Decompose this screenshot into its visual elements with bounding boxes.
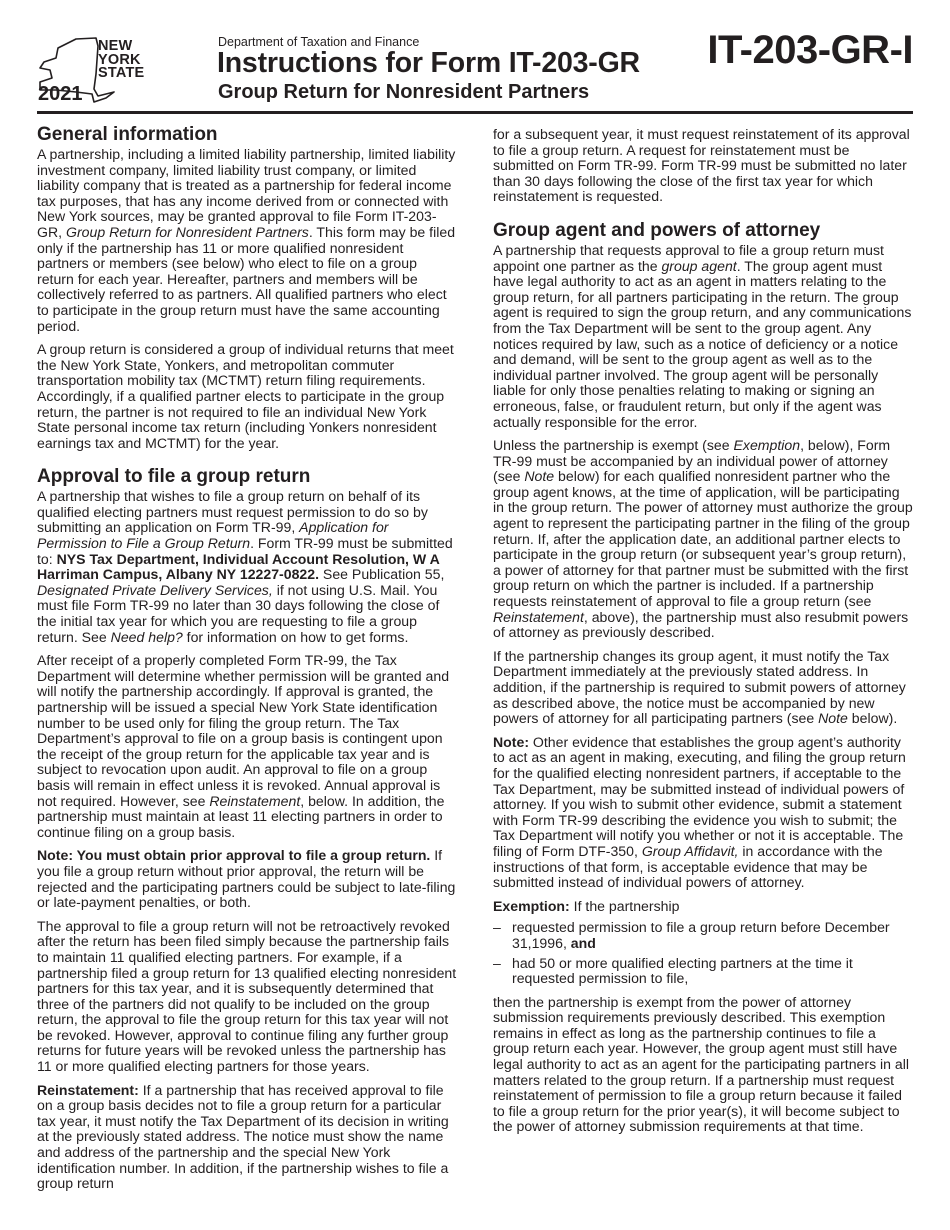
- right-column: [493, 127, 913, 1135]
- approval-paragraph-2: After receipt of a properly completed Form TR-99, the Tax Department will determine whether permission will be granted and will notify the partnership accordingly. If approval is granted, the partnership will be issued a special New York State identification number to be used only for filing the group return. The Tax Department’s approval to file on a group basis is contingent upon the receipt of the group return for the applicable tax year and is subject to revocation upon audit. An approval to file on a group basis will remain in effect unless it is revoked. Annual approval is not required. However, see Reinstatement, below. In addition, the partnership must maintain at least 11 electing partners in order to continue filing on a group basis.: [37, 652, 450, 840]
- page-title: Instructions for Form IT-203-GR: [217, 47, 640, 79]
- department-name: Department of Taxation and Finance: [218, 35, 420, 49]
- reinstatement-paragraph: Reinstatement: If a partnership that has received approval to file on a group basis decides not to file a group return for a particular tax year, it must notify the Tax Department of its decision in writing at the previously stated address. The notice must show the name and address of the partnership and the special New York identification number. In addition, if the partnership wishes to file a group return: [37, 1081, 449, 1192]
- section-heading-general-information: General information: [37, 124, 218, 145]
- approval-note: Note: You must obtain prior approval to file a group return. If you file a group return without prior approval, the return will be rejected and the participating partners could be subject to late-filing or late-payment penalties, or both.: [37, 847, 456, 911]
- logo-line-state: STATE: [98, 65, 145, 81]
- logo-line-new: NEW: [98, 38, 133, 54]
- agent-paragraph-1: A partnership that requests approval to file a group return must appoint one partner as the group agent. The group agent must have legal authority to act as an agent in matters relating to the group return, for all partners participating in the return. The group agent is required to sign the group return, and any communications from the Tax Department will be sent to the group agent. Any notices required by law, such as a notice of deficiency or a notice and demand, will be sent to the group agent as well as to the individual partner involved. The group agent will be personally liable for only those penalties relating to making or signing an erroneous, false, or fraudulent return, but only if the agent was actually responsible for the error.: [493, 241, 912, 430]
- page-subtitle: Group Return for Nonresident Partners: [218, 81, 590, 103]
- general-paragraph-1: A partnership, including a limited liability partnership, limited liability investment company, limited liability trust company, or limited liability company that is treated as a partnership for federal income tax purposes, that has any income derived from or connected with New York sources, may be granted approval to file Form IT-203-GR, Group Return for Nonresident Partners. This form may be filed only if the partnership has 11 or more qualified nonresident partners or members (see below) who elect to file on a group return for each year. Hereafter, partners and members will be collectively referred to as partners. All qualified partners who elect to participate in the group return must have the same accounting period.: [37, 146, 456, 334]
- section-heading-approval: Approval to file a group return: [37, 466, 311, 488]
- agent-paragraph-3: If the partnership changes its group agent, it must notify the Tax Department immediately at the previously stated address. In addition, if the partnership is required to submit powers of attorney as described above, the notice must be accompanied by new powers of attorney for all participating partners (see Note below).: [493, 647, 906, 727]
- reinstatement-continuation: for a subsequent year, it must request reinstatement of its approval to file a group return. A request for reinstatement must be submitted on Form TR-99. Form TR-99 must be submitted no later than 30 days following the close of the first tax year for which reinstatement is requested.: [493, 126, 910, 205]
- exemption-list-item: – had 50 or more qualified electing partners at the time it requested permission to file,: [493, 956, 913, 987]
- exemption-intro: Exemption: If the partnership: [493, 897, 680, 914]
- left-column: [37, 124, 457, 1192]
- exemption-paragraph: then the partnership is exempt from the power of attorney submission requirements previously described. This exemption remains in effect as long as the partnership continues to file a group return each year. However, the group agent must still have legal authority to act as an agent for the participating partners in all matters related to the group return. If a partnership must request reinstatement of permission to file a group return because it failed to file a group return for the prior year(s), it will become subject to the power of attorney submission requirements at that time.: [493, 993, 910, 1135]
- nys-logo: [36, 34, 148, 106]
- logo-year: 2021: [38, 83, 83, 105]
- section-heading-group-agent: Group agent and powers of attorney: [493, 219, 821, 241]
- approval-paragraph-3: The approval to file a group return will not be retroactively revoked after the return has been filed simply because the partnership fails to maintain 11 qualified electing partners. For example, if a partnership filed a group return for 13 qualified electing nonresident partners for this tax year, and it is subsequently determined that three of the partners did not qualify to be included on the group return, the approval to file the group return for this tax year will not be revoked. However, approval to continue filing any further group returns for future years will be revoked unless the partnership has 11 or more qualified electing partners for those years.: [37, 917, 457, 1075]
- header-divider: [37, 111, 913, 114]
- exemption-list-item: – requested permission to file a group return before December 31,1996, and: [493, 920, 913, 951]
- agent-note: Note: Other evidence that establishes the group agent’s authority to act as an agent in making, executing, and filing the group return for the qualified electing nonresident partners, if acceptable to the Tax Department, may be submitted instead of individual powers of attorney. If you wish to submit other evidence, submit a statement with Form TR-99 describing the evidence you wish to submit; the Tax Department will notify you whether or not it is acceptable. The filing of Form DTF-350, Group Affidavit, in accordance with the instructions of that form, is acceptable evidence that may be submitted instead of individual powers of attorney.: [493, 733, 906, 891]
- logo-line-york: YORK: [98, 51, 141, 68]
- agent-paragraph-2: Unless the partnership is exempt (see Exemption, below), Form TR-99 must be accompanied by an individual power of attorney (see Note below) for each qualified nonresident partner who the group agent knows, at the time of application, will be participating in the group return. The power of attorney must authorize the group agent to represent the participating partner in the filing of the group return. If, after the application date, an additional partner elects to participate in the group return (or subsequent year’s group return), a power of attorney for that partner must be submitted with the first group return on which the partner is included. If a partnership requests reinstatement of approval to file a group return (see Reinstatement, above), the partnership must also resubmit powers of attorney as previously described.: [493, 437, 913, 641]
- exemption-list: [493, 920, 913, 986]
- approval-paragraph-1: A partnership that wishes to file a group return on behalf of its qualified electing partners must request permission to do so by submitting an application on Form TR-99, Application for Permission to File a Group Return. Form TR-99 must be submitted to: NYS Tax Department, Individual Account Resolution, W A Harriman Campus, Albany NY 12227-0822. See Publication 55, Designated Private Delivery Services, if not using U.S. Mail. You must file Form TR-99 no later than 30 days following the close of the initial tax year for which you are requesting to file a group return. See Need help? for information on how to get forms.: [37, 488, 453, 645]
- form-number: IT-203-GR-I: [707, 28, 913, 72]
- logo-state-name: [98, 40, 144, 81]
- general-paragraph-2: A group return is considered a group of individual returns that meet the New York State, Yonkers, and metropolitan commuter transportation mobility tax (MCTMT) return filing requirements. Accordingly, if a qualified partner elects to participate in the group return, the partner is not required to file an individual New York State personal income tax return (including Yonkers nonresident earnings tax and MCTMT) for the year.: [37, 341, 454, 451]
